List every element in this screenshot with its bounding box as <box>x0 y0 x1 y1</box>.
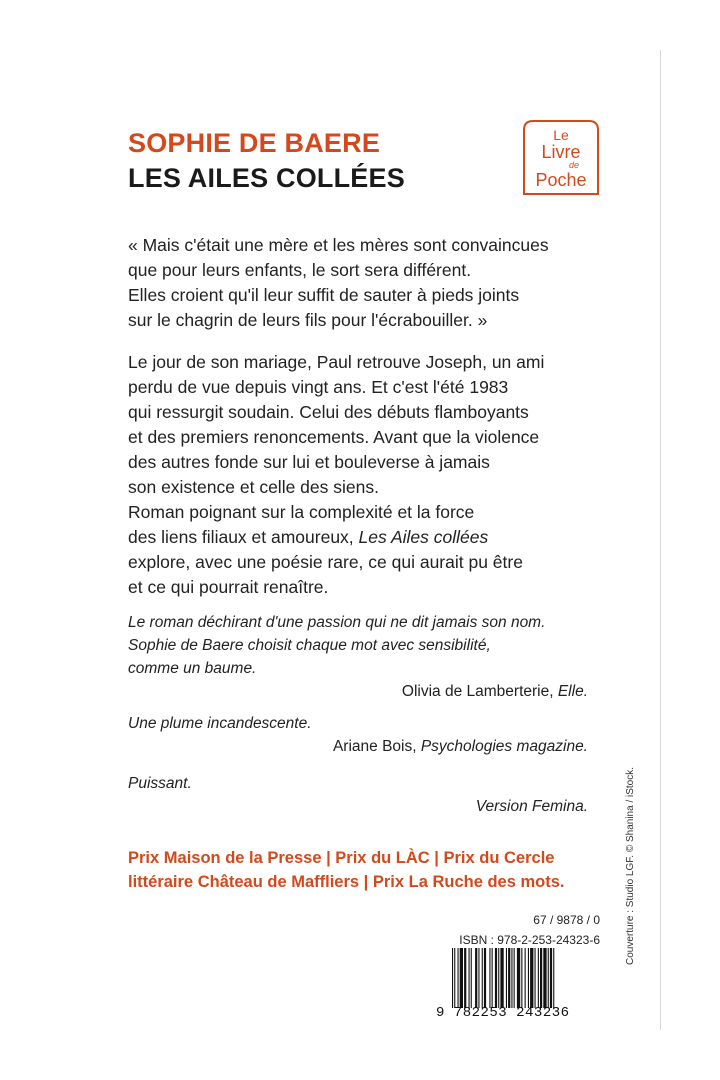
review-elle <box>128 611 588 703</box>
publication-name: Elle. <box>557 683 588 700</box>
synopsis-line: des autres fonde sur lui et bouleverse à jamais <box>128 452 490 472</box>
review-version-femina <box>128 772 588 818</box>
quote-line: que pour leurs enfants, le sort sera différent. <box>128 260 472 280</box>
reviewer-name: Olivia de Lamberterie, <box>401 683 558 700</box>
review-source <box>128 735 588 758</box>
svg-text:Le: Le <box>553 127 569 143</box>
synopsis-line <box>128 525 628 550</box>
catalog-code: 67 / 9878 / 0 <box>533 913 600 927</box>
synopsis-line: et ce qui pourrait renaître. <box>128 577 329 597</box>
book-title-italic: Les Ailes collées <box>358 527 489 547</box>
prizes-line: Prix Maison de la Presse | Prix du LÀC | Prix du Cercle <box>128 849 555 867</box>
quote-line: sur le chagrin de leurs fils pour l'écrabouiller. » <box>128 310 488 330</box>
svg-text:Livre: Livre <box>541 142 581 162</box>
review-line: Le roman déchirant d'une passion qui ne dit jamais son nom. <box>128 614 546 631</box>
review-line: comme un baume. <box>128 660 257 677</box>
quote-line: « Mais c'était une mère et les mères sont convaincues <box>128 235 549 255</box>
prizes-line: littéraire Château de Maffliers | Prix La Ruche des mots. <box>128 873 565 891</box>
excerpt-quote <box>128 233 628 333</box>
review-psychologies <box>128 712 588 758</box>
quote-line: Elles croient qu'il leur suffit de sauter à pieds joints <box>128 285 520 305</box>
review-line: Puissant. <box>128 775 192 792</box>
synopsis-line: et des premiers renoncements. Avant que la violence <box>128 427 540 447</box>
barcode-number: 9 782253 243236 <box>436 1005 570 1021</box>
synopsis-line: explore, avec une poésie rare, ce qui aurait pu être <box>128 552 523 572</box>
spine-divider <box>660 50 661 1030</box>
review-source <box>128 680 588 703</box>
publisher-codes <box>440 910 600 950</box>
publication-name: Version Femina. <box>475 798 588 815</box>
review-source <box>128 795 588 818</box>
synopsis-line: Roman poignant sur la complexité et la force <box>128 502 475 522</box>
synopsis-line: qui ressurgit soudain. Celui des débuts flamboyants <box>128 402 529 422</box>
svg-text:de: de <box>568 160 580 170</box>
synopsis-line: son existence et celle des siens. <box>128 477 379 497</box>
isbn: ISBN : 978-2-253-24323-6 <box>459 933 600 947</box>
review-line: Sophie de Baere choisit chaque mot avec sensibilité, <box>128 637 491 654</box>
prizes-list <box>128 846 565 894</box>
synopsis-line: Le jour de son mariage, Paul retrouve Joseph, un ami <box>128 352 545 372</box>
le-livre-de-poche-logo <box>520 118 602 198</box>
book-title: LES AILES COLLÉES <box>128 163 405 193</box>
svg-text:Poche: Poche <box>535 170 587 190</box>
reviewer-name: Ariane Bois, <box>332 738 421 755</box>
synopsis <box>128 350 628 600</box>
cover-credit: Couverture : Studio LGF. © Shanina / iStock. <box>625 766 636 965</box>
synopsis-text: des liens filiaux et amoureux, <box>128 527 359 547</box>
synopsis-line: perdu de vue depuis vingt ans. Et c'est l'été 1983 <box>128 377 509 397</box>
publication-name: Psychologies magazine. <box>420 738 588 755</box>
barcode <box>452 948 600 1008</box>
review-line: Une plume incandescente. <box>128 715 312 732</box>
author-name: SOPHIE DE BAERE <box>128 128 381 158</box>
